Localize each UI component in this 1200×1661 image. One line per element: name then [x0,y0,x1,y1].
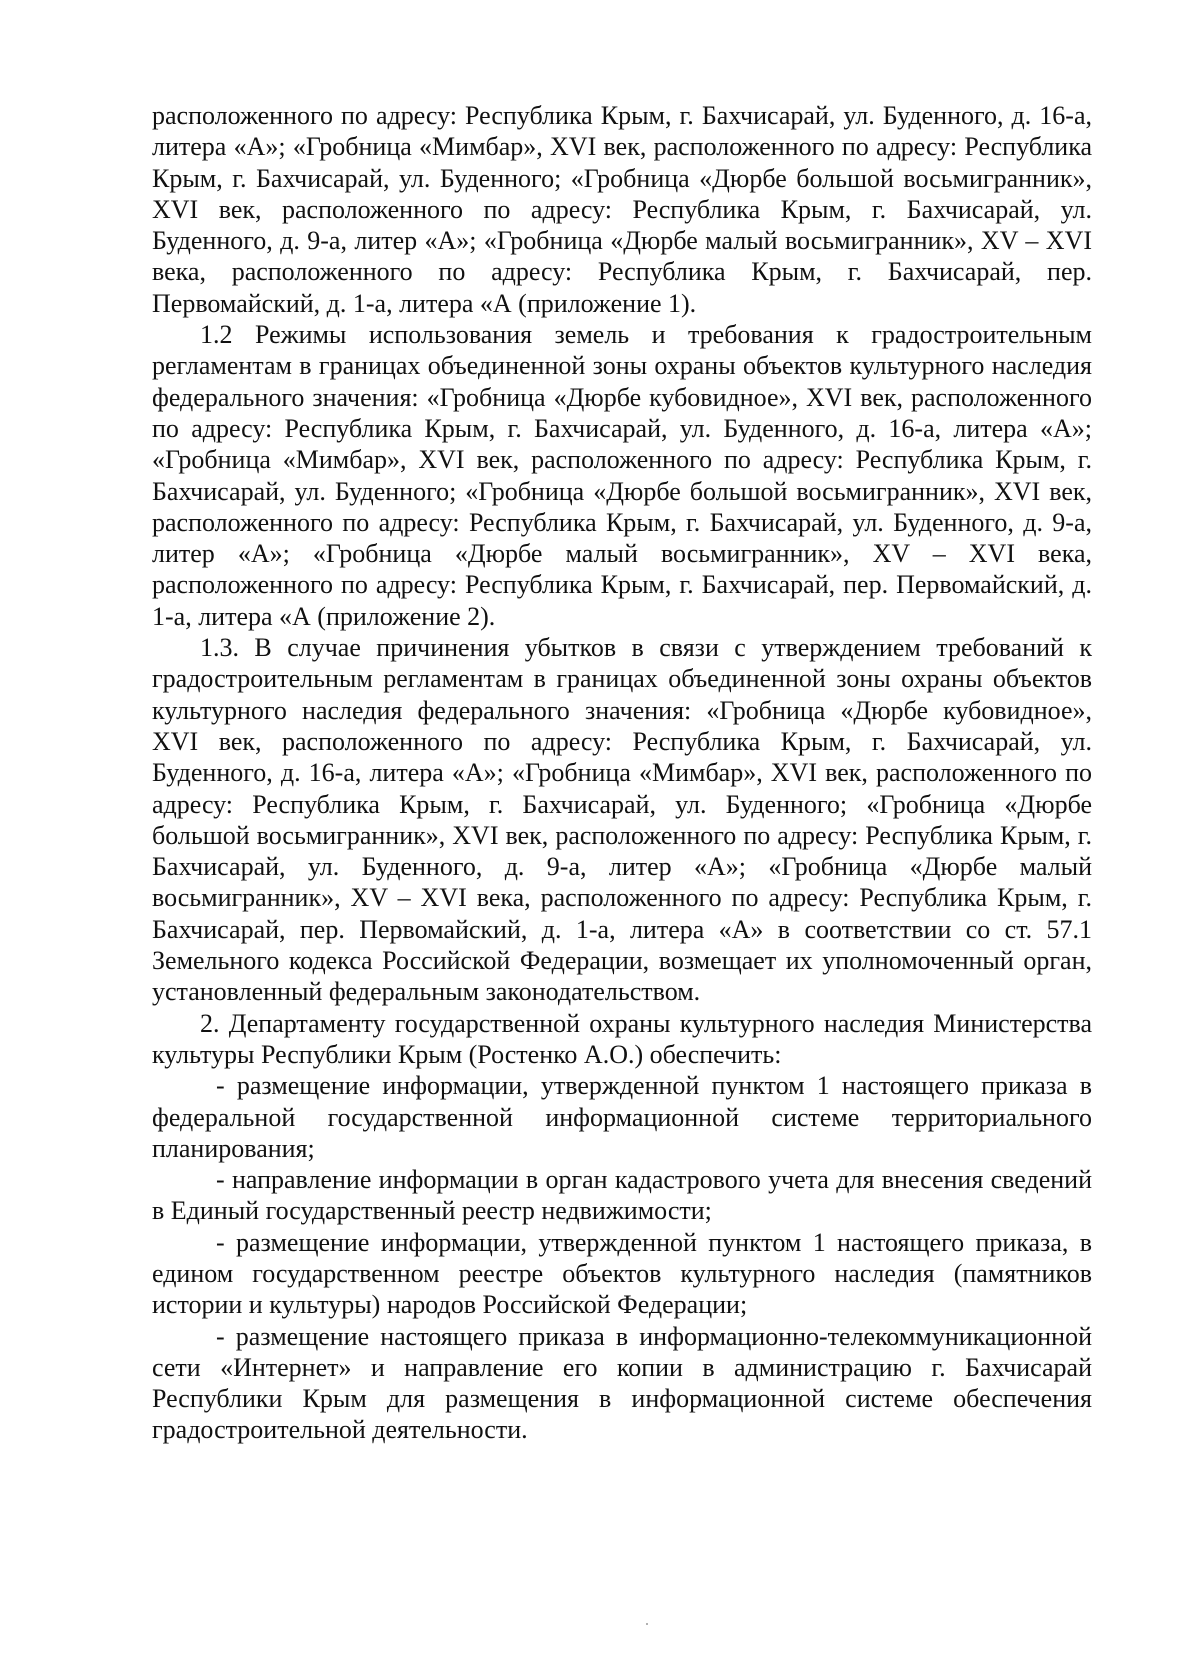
list-item-publish-fgis: - размещение информации, утвержденной пунктом 1 настоящего приказа в федеральной государственной информационной системе территориального планирования; [152,1071,1092,1163]
paragraph-continuation: расположенного по адресу: Республика Крым, г. Бахчисарай, ул. Буденного, д. 16-а, литера «А»; «Гробница «Мимбар», XVI век, расположенного по адресу: Республика Крым, г. Бахчисарай, ул. Буденного; «Гробница «Дюрбе большой восьмигранник», XVI век, расположенного по адресу: Республика Крым, г. Бахчисарай, ул. Буденного, д. 9-а, литер «А»; «Гробница «Дюрбе малый восьмигранник», XV – XVI века, расположенного по адресу: Республика Крым, г. Бахчисарай, пер. Первомайский, д. 1-а, литера «А (приложение 1). [152,101,1092,318]
paragraph-2: 2. Департаменту государственной охраны культурного наследия Министерства культуры Республики Крым (Ростенко А.О.) обеспечить: [152,1008,1092,1069]
list-item-heritage-registry: - размещение информации, утвержденной пунктом 1 настоящего приказа, в едином государственном реестре объектов культурного наследия (памятников истории и культуры) народов Российской Федерации; [152,1227,1092,1320]
document-body [152,100,1092,1446]
list-item-internet-publication: - размещение настоящего приказа в информационно-телекоммуникационной сети «Интернет» и направление его копии в администрацию г. Бахчисарай Республики Крым для размещения в информационной системе обеспечения градостроительной деятельности. [152,1321,1092,1445]
list-item-cadastral-registry: - направление информации в орган кадастрового учета для внесения сведений в Единый государственный реестр недвижимости; [152,1165,1092,1226]
scan-speck [646,1623,648,1625]
paragraph-1-2: 1.2 Режимы использования земель и требования к градостроительным регламентам в границах объединенной зоны охраны объектов культурного наследия федерального значения: «Гробница «Дюрбе кубовидное», XVI век, расположенного по адресу: Республика Крым, г. Бахчисарай, ул. Буденного, д. 16-а, литера «А»; «Гробница «Мимбар», XVI век, расположенного по адресу: Республика Крым, г. Бахчисарай, ул. Буденного; «Гробница «Дюрбе большой восьмигранник», XVI век, расположенного по адресу: Республика Крым, г. Бахчисарай, ул. Буденного, д. 9-а, литер «А»; «Гробница «Дюрбе малый восьмигранник», XV – XVI века, расположенного по адресу: Республика Крым, г. Бахчисарай, пер. Первомайский, д. 1-а, литера «А (приложение 2). [152,320,1092,631]
paragraph-1-3: 1.3. В случае причинения убытков в связи с утверждением требований к градостроительным регламентам в границах объединенной зоны охраны объектов культурного наследия федерального значения: «Гробница «Дюрбе кубовидное», XVI век, расположенного по адресу: Республика Крым, г. Бахчисарай, ул. Буденного, д. 16-а, литера «А»; «Гробница «Мимбар», XVI век, расположенного по адресу: Республика Крым, г. Бахчисарай, ул. Буденного; «Гробница «Дюрбе большой восьмигранник», XVI век, расположенного по адресу: Республика Крым, г. Бахчисарай, ул. Буденного, д. 9-а, литер «А»; «Гробница «Дюрбе малый восьмигранник», XV – XVI века, расположенного по адресу: Республика Крым, г. Бахчисарай, пер. Первомайский, д. 1-а, литера «А» в соответствии со ст. 57.1 Земельного кодекса Российской Федерации, возмещает их уполномоченный орган, установленный федеральным законодательством. [152,633,1092,1007]
